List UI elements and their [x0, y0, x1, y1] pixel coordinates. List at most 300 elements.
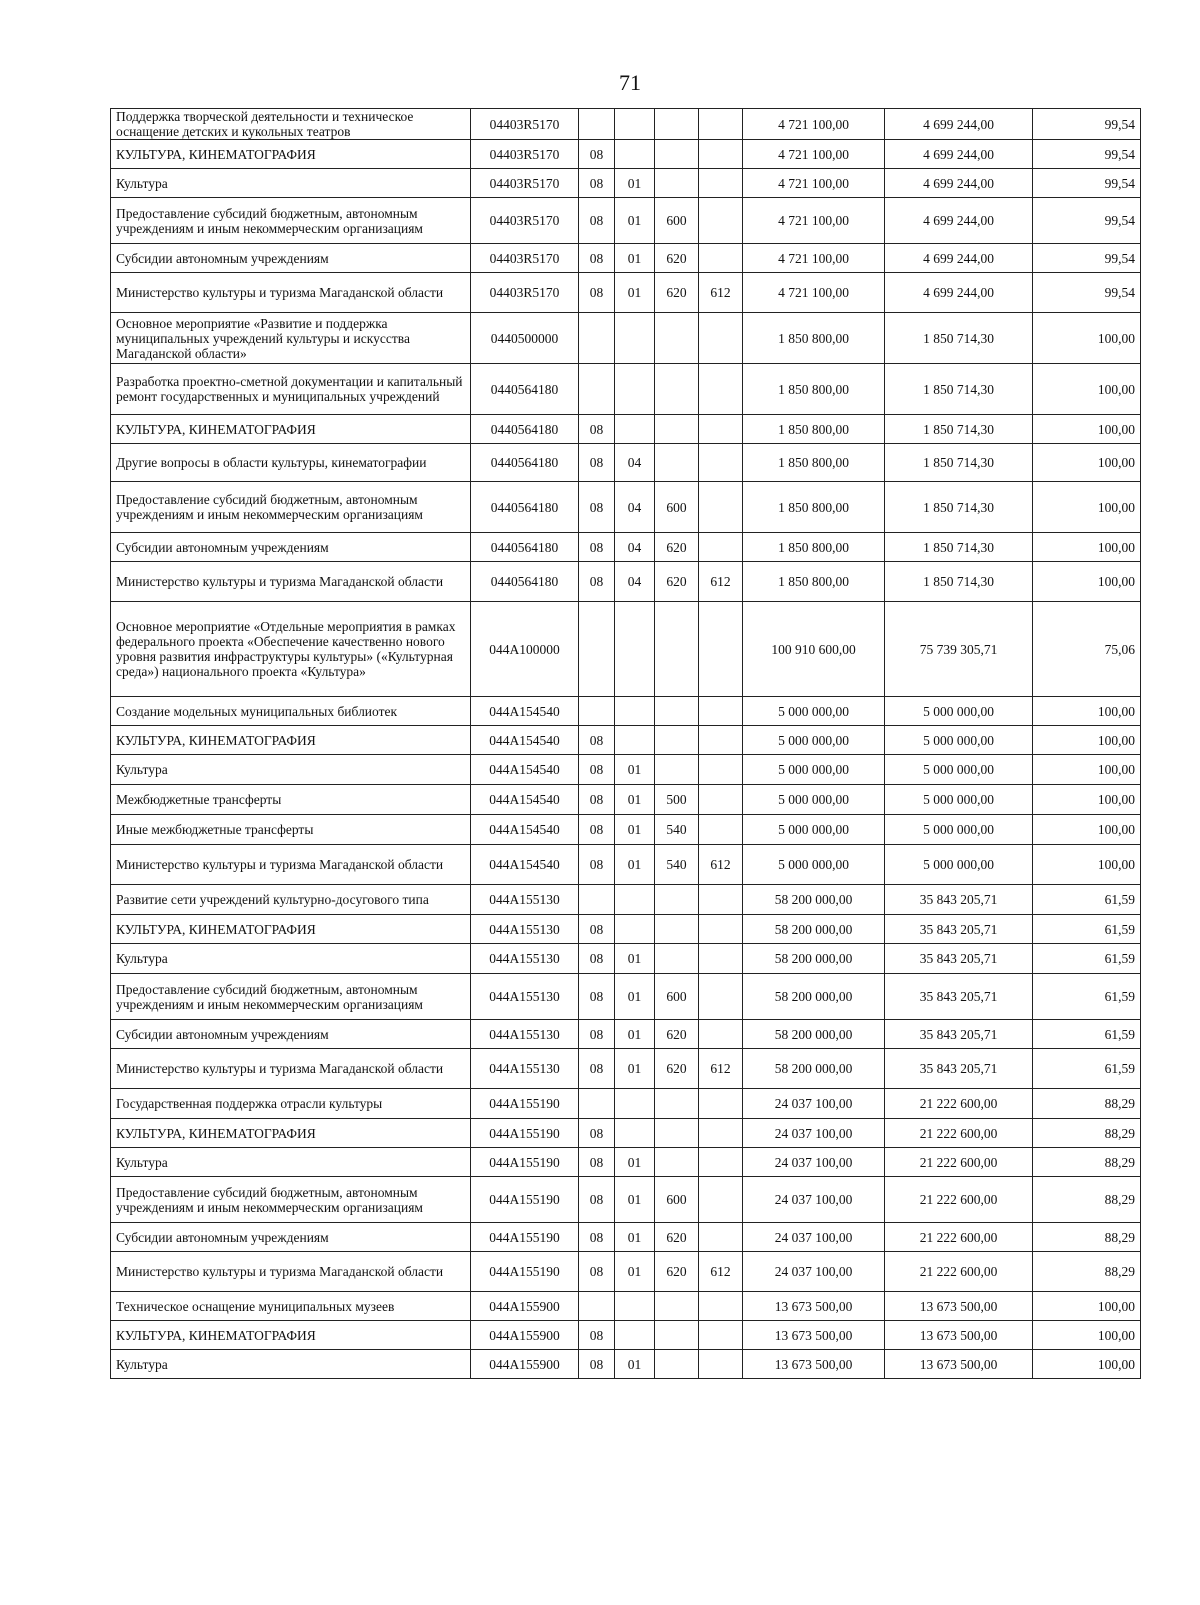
actual-amount: 13 673 500,00 [885, 1350, 1033, 1379]
row-name: Другие вопросы в области культуры, кинематографии [111, 444, 471, 482]
table-row [111, 944, 1141, 974]
section-code: 08 [579, 273, 615, 313]
administrator-code: 612 [699, 845, 743, 885]
section-code: 08 [579, 944, 615, 974]
table-row [111, 974, 1141, 1020]
section-code: 08 [579, 974, 615, 1020]
subsection-code [615, 313, 655, 364]
actual-amount: 1 850 714,30 [885, 364, 1033, 415]
table-row [111, 1049, 1141, 1089]
target-article-code: 04403R5170 [471, 169, 579, 198]
actual-amount: 35 843 205,71 [885, 885, 1033, 915]
actual-amount: 4 699 244,00 [885, 198, 1033, 244]
expense-type-code [655, 697, 699, 726]
expense-type-code: 540 [655, 845, 699, 885]
subsection-code: 01 [615, 273, 655, 313]
administrator-code [699, 140, 743, 169]
expense-type-code [655, 1148, 699, 1177]
execution-percent: 61,59 [1033, 1020, 1141, 1049]
table-row [111, 845, 1141, 885]
execution-percent: 88,29 [1033, 1252, 1141, 1292]
administrator-code [699, 1350, 743, 1379]
subsection-code: 01 [615, 785, 655, 815]
expense-type-code: 600 [655, 974, 699, 1020]
execution-percent: 88,29 [1033, 1223, 1141, 1252]
row-name: Культура [111, 1148, 471, 1177]
subsection-code: 01 [615, 1020, 655, 1049]
execution-percent: 100,00 [1033, 415, 1141, 444]
table-row [111, 1177, 1141, 1223]
execution-percent: 100,00 [1033, 1350, 1141, 1379]
table-row [111, 562, 1141, 602]
expense-type-code [655, 169, 699, 198]
planned-amount: 24 037 100,00 [743, 1177, 885, 1223]
target-article-code: 04403R5170 [471, 140, 579, 169]
actual-amount: 5 000 000,00 [885, 697, 1033, 726]
execution-percent: 100,00 [1033, 785, 1141, 815]
section-code [579, 885, 615, 915]
expense-type-code [655, 944, 699, 974]
actual-amount: 5 000 000,00 [885, 755, 1033, 785]
expense-type-code [655, 915, 699, 944]
section-code: 08 [579, 444, 615, 482]
subsection-code [615, 109, 655, 140]
row-name: Субсидии автономным учреждениям [111, 1223, 471, 1252]
table-row [111, 1148, 1141, 1177]
planned-amount: 58 200 000,00 [743, 1049, 885, 1089]
table-row [111, 815, 1141, 845]
row-name: КУЛЬТУРА, КИНЕМАТОГРАФИЯ [111, 415, 471, 444]
target-article-code: 0440564180 [471, 482, 579, 533]
subsection-code: 01 [615, 1223, 655, 1252]
execution-percent: 61,59 [1033, 1049, 1141, 1089]
row-name: Предоставление субсидий бюджетным, автономным учреждениям и иным некоммерческим организациям [111, 974, 471, 1020]
subsection-code: 01 [615, 198, 655, 244]
target-article-code: 044A155190 [471, 1177, 579, 1223]
planned-amount: 5 000 000,00 [743, 785, 885, 815]
execution-percent: 99,54 [1033, 169, 1141, 198]
subsection-code: 01 [615, 169, 655, 198]
actual-amount: 1 850 714,30 [885, 313, 1033, 364]
planned-amount: 1 850 800,00 [743, 415, 885, 444]
planned-amount: 13 673 500,00 [743, 1292, 885, 1321]
target-article-code: 044A154540 [471, 697, 579, 726]
row-name: Министерство культуры и туризма Магаданской области [111, 1252, 471, 1292]
expense-type-code [655, 109, 699, 140]
table-row [111, 444, 1141, 482]
target-article-code: 044A154540 [471, 785, 579, 815]
section-code: 08 [579, 533, 615, 562]
subsection-code: 01 [615, 1148, 655, 1177]
target-article-code: 044A155190 [471, 1119, 579, 1148]
target-article-code: 044A155130 [471, 1020, 579, 1049]
row-name: КУЛЬТУРА, КИНЕМАТОГРАФИЯ [111, 1119, 471, 1148]
table-row [111, 602, 1141, 697]
section-code: 08 [579, 726, 615, 755]
table-row [111, 1223, 1141, 1252]
subsection-code: 01 [615, 1252, 655, 1292]
row-name: Министерство культуры и туризма Магаданской области [111, 273, 471, 313]
subsection-code: 01 [615, 1177, 655, 1223]
administrator-code [699, 755, 743, 785]
actual-amount: 5 000 000,00 [885, 726, 1033, 755]
subsection-code [615, 885, 655, 915]
subsection-code [615, 697, 655, 726]
row-name: Министерство культуры и туризма Магаданской области [111, 562, 471, 602]
execution-percent: 88,29 [1033, 1177, 1141, 1223]
subsection-code: 04 [615, 533, 655, 562]
target-article-code: 04403R5170 [471, 244, 579, 273]
administrator-code [699, 444, 743, 482]
expense-type-code [655, 415, 699, 444]
section-code [579, 602, 615, 697]
table-row [111, 482, 1141, 533]
administrator-code [699, 785, 743, 815]
subsection-code: 01 [615, 1350, 655, 1379]
execution-percent: 61,59 [1033, 915, 1141, 944]
actual-amount: 1 850 714,30 [885, 415, 1033, 444]
planned-amount: 4 721 100,00 [743, 169, 885, 198]
actual-amount: 5 000 000,00 [885, 785, 1033, 815]
planned-amount: 5 000 000,00 [743, 845, 885, 885]
actual-amount: 1 850 714,30 [885, 562, 1033, 602]
expense-type-code: 500 [655, 785, 699, 815]
section-code: 08 [579, 1350, 615, 1379]
execution-percent: 100,00 [1033, 845, 1141, 885]
section-code: 08 [579, 415, 615, 444]
section-code: 08 [579, 140, 615, 169]
row-name: КУЛЬТУРА, КИНЕМАТОГРАФИЯ [111, 726, 471, 755]
administrator-code [699, 313, 743, 364]
execution-percent: 99,54 [1033, 109, 1141, 140]
administrator-code [699, 726, 743, 755]
section-code [579, 697, 615, 726]
expense-type-code: 620 [655, 533, 699, 562]
administrator-code [699, 915, 743, 944]
administrator-code [699, 169, 743, 198]
target-article-code: 0440564180 [471, 444, 579, 482]
expense-type-code [655, 885, 699, 915]
actual-amount: 21 222 600,00 [885, 1177, 1033, 1223]
subsection-code: 01 [615, 944, 655, 974]
administrator-code [699, 697, 743, 726]
planned-amount: 5 000 000,00 [743, 755, 885, 785]
table-row [111, 885, 1141, 915]
subsection-code [615, 1089, 655, 1119]
administrator-code [699, 885, 743, 915]
table-row [111, 1089, 1141, 1119]
execution-percent: 99,54 [1033, 140, 1141, 169]
actual-amount: 13 673 500,00 [885, 1292, 1033, 1321]
administrator-code: 612 [699, 273, 743, 313]
execution-percent: 100,00 [1033, 726, 1141, 755]
section-code: 08 [579, 1223, 615, 1252]
row-name: Развитие сети учреждений культурно-досугового типа [111, 885, 471, 915]
expense-type-code [655, 1119, 699, 1148]
section-code: 08 [579, 482, 615, 533]
actual-amount: 4 699 244,00 [885, 169, 1033, 198]
actual-amount: 21 222 600,00 [885, 1252, 1033, 1292]
actual-amount: 1 850 714,30 [885, 533, 1033, 562]
expense-type-code: 600 [655, 1177, 699, 1223]
actual-amount: 35 843 205,71 [885, 1020, 1033, 1049]
actual-amount: 21 222 600,00 [885, 1089, 1033, 1119]
planned-amount: 1 850 800,00 [743, 313, 885, 364]
actual-amount: 4 699 244,00 [885, 244, 1033, 273]
actual-amount: 21 222 600,00 [885, 1223, 1033, 1252]
expense-type-code: 620 [655, 1020, 699, 1049]
planned-amount: 24 037 100,00 [743, 1252, 885, 1292]
expense-type-code [655, 313, 699, 364]
planned-amount: 1 850 800,00 [743, 482, 885, 533]
section-code [579, 1292, 615, 1321]
table-row [111, 785, 1141, 815]
planned-amount: 1 850 800,00 [743, 364, 885, 415]
section-code: 08 [579, 198, 615, 244]
administrator-code [699, 364, 743, 415]
expense-type-code: 620 [655, 1223, 699, 1252]
planned-amount: 4 721 100,00 [743, 140, 885, 169]
table-row [111, 273, 1141, 313]
actual-amount: 21 222 600,00 [885, 1148, 1033, 1177]
execution-percent: 100,00 [1033, 1292, 1141, 1321]
expense-type-code: 600 [655, 482, 699, 533]
table-row [111, 244, 1141, 273]
row-name: Основное мероприятие «Развитие и поддержка муниципальных учреждений культуры и искусства Магаданской области» [111, 313, 471, 364]
planned-amount: 1 850 800,00 [743, 562, 885, 602]
section-code [579, 1089, 615, 1119]
target-article-code: 044A155190 [471, 1089, 579, 1119]
administrator-code [699, 1020, 743, 1049]
actual-amount: 35 843 205,71 [885, 974, 1033, 1020]
expense-type-code [655, 1292, 699, 1321]
expense-type-code: 620 [655, 244, 699, 273]
expense-type-code [655, 755, 699, 785]
execution-percent: 61,59 [1033, 974, 1141, 1020]
administrator-code: 612 [699, 1049, 743, 1089]
subsection-code [615, 415, 655, 444]
administrator-code [699, 1089, 743, 1119]
row-name: Предоставление субсидий бюджетным, автономным учреждениям и иным некоммерческим организациям [111, 482, 471, 533]
section-code: 08 [579, 1321, 615, 1350]
planned-amount: 4 721 100,00 [743, 198, 885, 244]
table-row [111, 198, 1141, 244]
row-name: Техническое оснащение муниципальных музеев [111, 1292, 471, 1321]
table-row [111, 726, 1141, 755]
row-name: Культура [111, 755, 471, 785]
row-name: Культура [111, 944, 471, 974]
administrator-code [699, 415, 743, 444]
execution-percent: 100,00 [1033, 482, 1141, 533]
row-name: Создание модельных муниципальных библиотек [111, 697, 471, 726]
table-body [111, 109, 1141, 1379]
table-row [111, 915, 1141, 944]
planned-amount: 4 721 100,00 [743, 109, 885, 140]
actual-amount: 35 843 205,71 [885, 915, 1033, 944]
target-article-code: 044A154540 [471, 755, 579, 785]
budget-table [110, 108, 1141, 1379]
row-name: КУЛЬТУРА, КИНЕМАТОГРАФИЯ [111, 1321, 471, 1350]
target-article-code: 044A155900 [471, 1292, 579, 1321]
administrator-code [699, 602, 743, 697]
execution-percent: 100,00 [1033, 562, 1141, 602]
actual-amount: 35 843 205,71 [885, 1049, 1033, 1089]
planned-amount: 24 037 100,00 [743, 1148, 885, 1177]
target-article-code: 044A155130 [471, 1049, 579, 1089]
table-row [111, 697, 1141, 726]
subsection-code: 01 [615, 815, 655, 845]
target-article-code: 04403R5170 [471, 273, 579, 313]
row-name: Министерство культуры и туризма Магаданской области [111, 845, 471, 885]
administrator-code [699, 1321, 743, 1350]
subsection-code: 04 [615, 562, 655, 602]
administrator-code [699, 1148, 743, 1177]
row-name: Министерство культуры и туризма Магаданской области [111, 1049, 471, 1089]
subsection-code: 01 [615, 244, 655, 273]
subsection-code [615, 140, 655, 169]
expense-type-code [655, 1089, 699, 1119]
subsection-code: 01 [615, 1049, 655, 1089]
subsection-code [615, 1119, 655, 1148]
section-code: 08 [579, 915, 615, 944]
section-code: 08 [579, 1148, 615, 1177]
section-code [579, 109, 615, 140]
planned-amount: 5 000 000,00 [743, 697, 885, 726]
table-row [111, 169, 1141, 198]
table-row [111, 1292, 1141, 1321]
actual-amount: 1 850 714,30 [885, 482, 1033, 533]
planned-amount: 13 673 500,00 [743, 1321, 885, 1350]
execution-percent: 100,00 [1033, 444, 1141, 482]
row-name: Субсидии автономным учреждениям [111, 533, 471, 562]
expense-type-code: 620 [655, 1252, 699, 1292]
target-article-code: 0440564180 [471, 533, 579, 562]
administrator-code [699, 944, 743, 974]
execution-percent: 88,29 [1033, 1148, 1141, 1177]
subsection-code: 01 [615, 974, 655, 1020]
expense-type-code [655, 444, 699, 482]
target-article-code: 0440564180 [471, 562, 579, 602]
actual-amount: 4 699 244,00 [885, 273, 1033, 313]
table-row [111, 415, 1141, 444]
expense-type-code [655, 602, 699, 697]
planned-amount: 24 037 100,00 [743, 1223, 885, 1252]
planned-amount: 24 037 100,00 [743, 1089, 885, 1119]
planned-amount: 24 037 100,00 [743, 1119, 885, 1148]
target-article-code: 0440564180 [471, 364, 579, 415]
section-code: 08 [579, 244, 615, 273]
target-article-code: 044A155130 [471, 885, 579, 915]
row-name: Культура [111, 169, 471, 198]
row-name: КУЛЬТУРА, КИНЕМАТОГРАФИЯ [111, 915, 471, 944]
expense-type-code: 620 [655, 1049, 699, 1089]
execution-percent: 88,29 [1033, 1089, 1141, 1119]
planned-amount: 58 200 000,00 [743, 944, 885, 974]
table-row [111, 364, 1141, 415]
expense-type-code [655, 726, 699, 755]
section-code: 08 [579, 562, 615, 602]
subsection-code [615, 1321, 655, 1350]
row-name: Поддержка творческой деятельности и техническое оснащение детских и кукольных театров [111, 109, 471, 140]
planned-amount: 5 000 000,00 [743, 726, 885, 755]
execution-percent: 100,00 [1033, 755, 1141, 785]
section-code [579, 364, 615, 415]
section-code: 08 [579, 1049, 615, 1089]
expense-type-code [655, 364, 699, 415]
section-code: 08 [579, 1020, 615, 1049]
administrator-code [699, 482, 743, 533]
row-name: Культура [111, 1350, 471, 1379]
section-code: 08 [579, 1252, 615, 1292]
administrator-code [699, 974, 743, 1020]
administrator-code [699, 244, 743, 273]
actual-amount: 1 850 714,30 [885, 444, 1033, 482]
section-code: 08 [579, 1177, 615, 1223]
planned-amount: 58 200 000,00 [743, 885, 885, 915]
target-article-code: 044A155190 [471, 1252, 579, 1292]
planned-amount: 1 850 800,00 [743, 444, 885, 482]
actual-amount: 21 222 600,00 [885, 1119, 1033, 1148]
row-name: Предоставление субсидий бюджетным, автономным учреждениям и иным некоммерческим организациям [111, 1177, 471, 1223]
subsection-code: 01 [615, 845, 655, 885]
target-article-code: 044A155130 [471, 974, 579, 1020]
table-row [111, 533, 1141, 562]
target-article-code: 044A155130 [471, 944, 579, 974]
administrator-code: 612 [699, 562, 743, 602]
target-article-code: 04403R5170 [471, 198, 579, 244]
actual-amount: 4 699 244,00 [885, 109, 1033, 140]
target-article-code: 044A155900 [471, 1321, 579, 1350]
section-code: 08 [579, 755, 615, 785]
target-article-code: 044A155130 [471, 915, 579, 944]
table-row [111, 313, 1141, 364]
table-row [111, 755, 1141, 785]
actual-amount: 5 000 000,00 [885, 815, 1033, 845]
expense-type-code: 600 [655, 198, 699, 244]
row-name: Межбюджетные трансферты [111, 785, 471, 815]
subsection-code [615, 726, 655, 755]
planned-amount: 58 200 000,00 [743, 1020, 885, 1049]
section-code: 08 [579, 815, 615, 845]
section-code: 08 [579, 785, 615, 815]
subsection-code [615, 1292, 655, 1321]
row-name: Предоставление субсидий бюджетным, автономным учреждениям и иным некоммерческим организациям [111, 198, 471, 244]
execution-percent: 99,54 [1033, 198, 1141, 244]
subsection-code: 04 [615, 482, 655, 533]
planned-amount: 100 910 600,00 [743, 602, 885, 697]
table-row [111, 1321, 1141, 1350]
row-name: Государственная поддержка отрасли культуры [111, 1089, 471, 1119]
table-row [111, 1119, 1141, 1148]
subsection-code: 01 [615, 755, 655, 785]
expense-type-code [655, 1321, 699, 1350]
planned-amount: 13 673 500,00 [743, 1350, 885, 1379]
section-code: 08 [579, 845, 615, 885]
page-number: 71 [619, 70, 641, 95]
subsection-code [615, 602, 655, 697]
planned-amount: 58 200 000,00 [743, 915, 885, 944]
planned-amount: 4 721 100,00 [743, 244, 885, 273]
planned-amount: 4 721 100,00 [743, 273, 885, 313]
execution-percent: 100,00 [1033, 533, 1141, 562]
execution-percent: 100,00 [1033, 697, 1141, 726]
target-article-code: 044A155190 [471, 1148, 579, 1177]
actual-amount: 75 739 305,71 [885, 602, 1033, 697]
section-code [579, 313, 615, 364]
administrator-code [699, 1292, 743, 1321]
execution-percent: 100,00 [1033, 364, 1141, 415]
administrator-code [699, 533, 743, 562]
